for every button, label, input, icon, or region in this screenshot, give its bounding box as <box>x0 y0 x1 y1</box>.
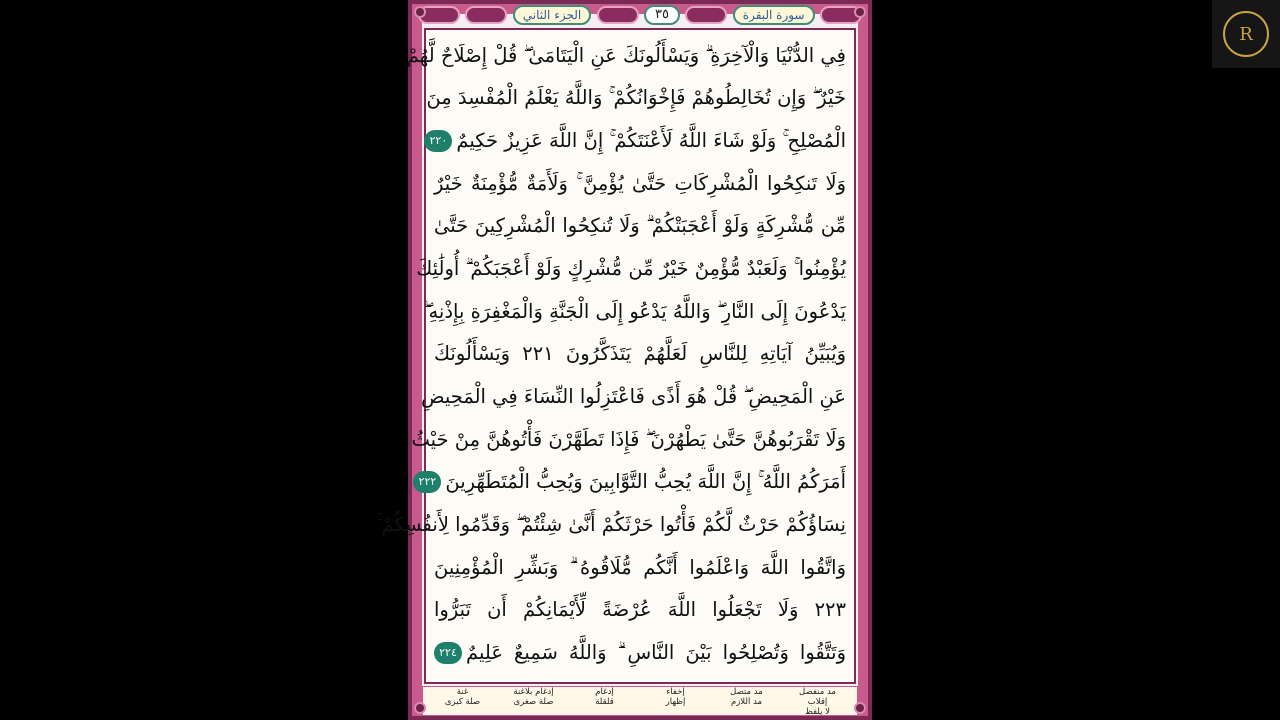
verse-line <box>434 589 846 632</box>
line-text: وَاتَّقُوا اللَّهَ وَاعْلَمُوا أَنَّكُم مُّلَاقُوهُ ۗ وَبَشِّرِ الْمُؤْمِنِينَ <box>434 555 846 579</box>
verse-line <box>426 77 846 120</box>
line-text: ٢٢٣ وَلَا تَجْعَلُوا اللَّهَ عُرْضَةً لِّأَيْمَانِكُمْ أَن تَبَرُّوا <box>434 598 846 622</box>
verse-line <box>434 546 846 589</box>
ayah-number-marker: ٢٢٢ <box>413 471 441 493</box>
corner-ornament <box>854 6 866 18</box>
line-text: فِي الدُّنْيَا وَالْآخِرَةِ ۗ وَيَسْأَلُونَكَ عَنِ الْيَتَامَىٰ ۖ قُلْ إِصْلَاحٌ لَّهُمْ <box>406 43 846 67</box>
header-ornament <box>685 6 727 24</box>
header-ornament <box>597 6 639 24</box>
line-text: نِسَاؤُكُمْ حَرْثٌ لَّكُمْ فَأْتُوا حَرْثَكُمْ أَنَّىٰ شِئْتُمْ ۖ وَقَدِّمُوا لِأَنفُسِكُمْ ۚ <box>376 513 846 537</box>
juz-label: الجزء الثاني <box>513 5 591 25</box>
verse-line <box>416 247 846 290</box>
legend-item: إدغام <box>595 687 614 697</box>
corner-ornament <box>854 702 866 714</box>
verse-line <box>429 119 846 162</box>
verse-line <box>434 205 846 248</box>
line-text: وَلَا تَنكِحُوا الْمُشْرِكَاتِ حَتَّىٰ يُؤْمِنَّ ۚ وَلَأَمَةٌ مُّؤْمِنَةٌ خَيْرٌ <box>434 171 846 195</box>
line-text: عَنِ الْمَحِيضِ ۖ قُلْ هُوَ أَذًى فَاعْتَزِلُوا النِّسَاءَ فِي الْمَحِيضِ <box>420 385 846 409</box>
verse-line <box>376 503 846 546</box>
legend-item: مد متصل <box>730 687 763 697</box>
legend-item: صلة صغرى <box>513 697 554 707</box>
legend-item: مد منفصل <box>799 687 836 697</box>
line-text: وَيُبَيِّنُ آيَاتِهِ لِلنَّاسِ لَعَلَّهُمْ يَتَذَكَّرُونَ ٢٢١ وَيَسْأَلُونَكَ <box>434 342 846 366</box>
legend-item: لا يلفظ <box>804 707 831 717</box>
verse-lines <box>376 34 846 674</box>
corner-ornament <box>414 702 426 714</box>
verse-line <box>423 290 846 333</box>
verse-line <box>434 631 846 674</box>
tajweed-legend <box>422 686 858 716</box>
line-text: يَدْعُونَ إِلَى النَّارِ ۖ وَاللَّهُ يَدْعُو إِلَى الْجَنَّةِ وَالْمَغْفِرَةِ بِإِذْنِهِ ۖ <box>423 299 846 323</box>
line-text: الْمُصْلِحِ ۚ وَلَوْ شَاءَ اللَّهُ لَأَعْنَتَكُمْ ۚ إِنَّ اللَّهَ عَزِيزٌ حَكِيمٌ <box>456 129 846 153</box>
legend-item: مد اللازم <box>730 697 763 707</box>
line-text: يُؤْمِنُوا ۚ وَلَعَبْدٌ مُّؤْمِنٌ خَيْرٌ مِّن مُّشْرِكٍ وَلَوْ أَعْجَبَكُمْ ۗ أُولَٰئِكَ <box>416 257 846 281</box>
legend-item: إخفاء <box>666 687 685 697</box>
channel-logo <box>1212 0 1280 68</box>
logo-emblem: R <box>1223 11 1269 57</box>
verse-line <box>406 34 846 77</box>
mushaf-page <box>376 0 872 720</box>
page-header <box>418 3 862 27</box>
line-text: أَمَرَكُمُ اللَّهُ ۚ إِنَّ اللَّهَ يُحِبُّ التَّوَّابِينَ وَيُحِبُّ الْمُتَطَهِّرِينَ <box>445 470 846 494</box>
verse-line <box>434 333 846 376</box>
verse-line <box>434 162 846 205</box>
line-text: خَيْرٌ ۖ وَإِن تُخَالِطُوهُمْ فَإِخْوَانُكُمْ ۚ وَاللَّهُ يَعْلَمُ الْمُفْسِدَ مِنَ <box>426 86 846 110</box>
line-text: وَلَا تَقْرَبُوهُنَّ حَتَّىٰ يَطْهُرْنَ ۖ فَإِذَا تَطَهَّرْنَ فَأْتُوهُنَّ مِنْ حَيْثُ <box>411 427 846 451</box>
line-text: وَتَتَّقُوا وَتُصْلِحُوا بَيْنَ النَّاسِ ۗ وَاللَّهُ سَمِيعٌ عَلِيمٌ <box>466 641 846 665</box>
verse-line <box>418 461 846 504</box>
surah-label: سورة البقرة <box>733 5 815 25</box>
ayah-number-marker: ٢٢٠ <box>424 130 452 152</box>
legend-item: إدغام بلاغنة <box>513 687 554 697</box>
legend-item: إقلاب <box>807 697 828 707</box>
page-number: ٣٥ <box>644 5 680 25</box>
corner-ornament <box>414 6 426 18</box>
header-ornament <box>465 6 507 24</box>
legend-item: إظهار <box>665 697 686 707</box>
legend-item: غنة <box>456 687 469 697</box>
legend-item: قلقلة <box>595 697 614 707</box>
verse-line <box>420 375 846 418</box>
ayah-number-marker: ٢٢٤ <box>434 642 462 664</box>
line-text: مِّن مُّشْرِكَةٍ وَلَوْ أَعْجَبَتْكُمْ ۗ وَلَا تُنكِحُوا الْمُشْرِكِينَ حَتَّىٰ <box>434 214 846 238</box>
legend-item: صلة كبرى <box>444 697 481 707</box>
verse-line <box>411 418 846 461</box>
